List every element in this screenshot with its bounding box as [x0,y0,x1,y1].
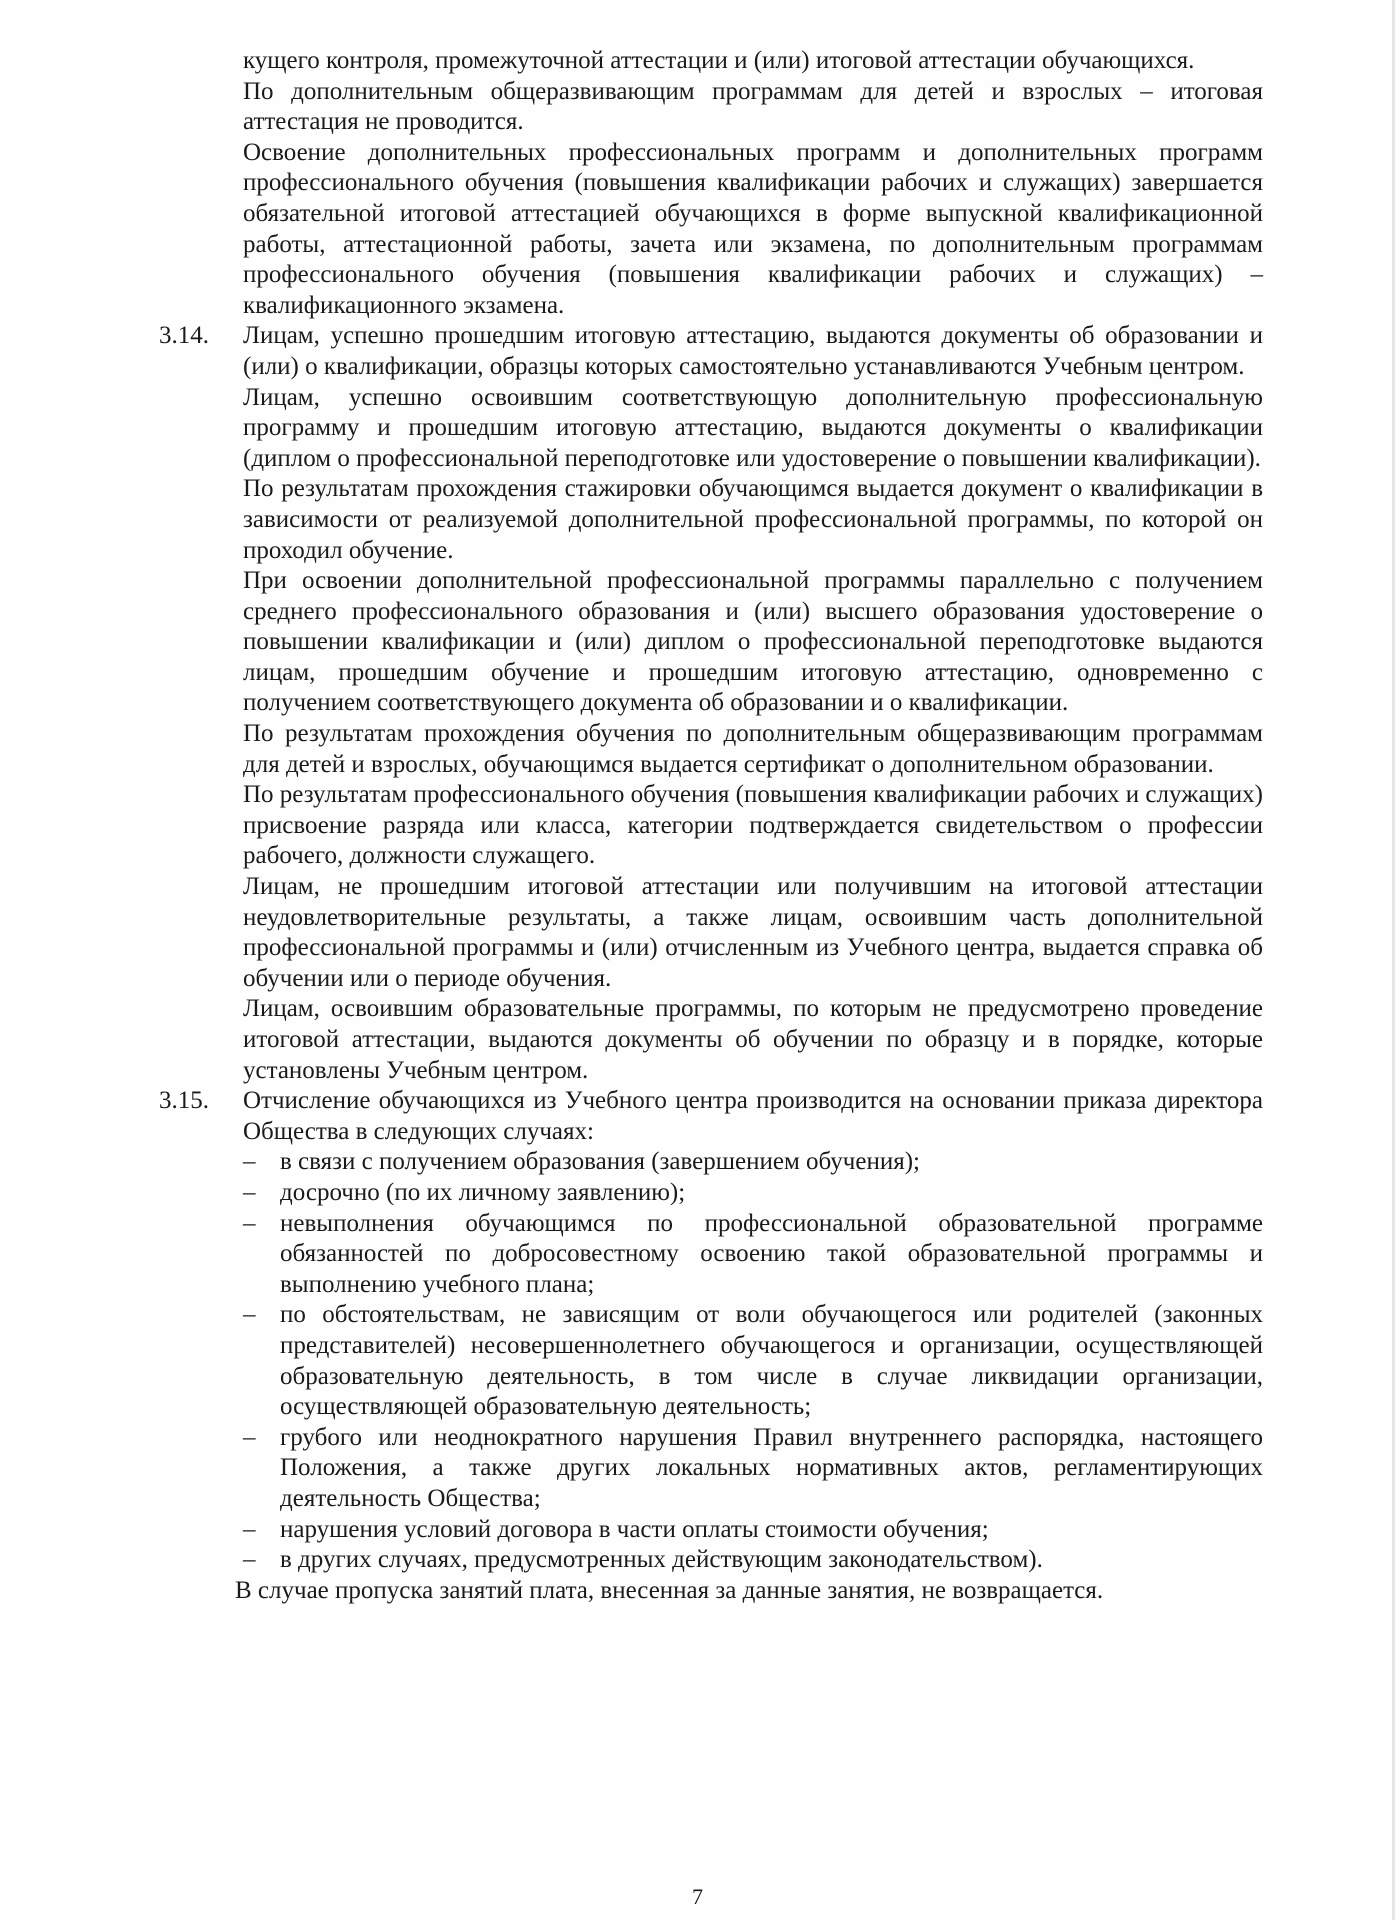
paragraph: По результатам прохождения обучения по дополнительным общеразвивающим программам для детей и взрослых, обучающимся выдается сертификат о дополнительном образовании. [243,720,1263,778]
list-item [243,1147,1263,1178]
section-body [243,1086,1263,1147]
page-number: 7 [692,1884,703,1909]
list-item-text: невыполнения обучающимся по профессиональной образовательной программе обязанностей по добросовестному освоению такой образовательной программы и выполнению учебного плана; [280,1209,1263,1298]
list-item-text: в других случаях, предусмотренных действующим законодательством). [280,1546,1043,1574]
intro-block [243,46,1263,321]
list-dash: – [243,1178,256,1206]
closing-paragraph: В случае пропуска занятий плата, внесенная за данные занятия, не возвращается. [235,1576,1104,1604]
list-dash: – [243,1546,256,1574]
section-number: 3.15. [159,1087,209,1115]
list-item [243,1515,1263,1546]
list-item-text: в связи с получением образования (завершением обучения); [280,1148,921,1176]
paragraph: По результатам прохождения стажировки обучающимся выдается документ о квалификации в зависимости от реализуемой дополнительной профессиональной программы, по которой он проходил обучение. [243,475,1263,564]
paragraph: По дополнительным общеразвивающим программам для детей и взрослых – итоговая аттестация не проводится. [243,77,1263,136]
dismissal-list [243,1147,1263,1575]
paragraph: кущего контроля, промежуточной аттестации и (или) итоговой аттестации обучающихся. [243,47,1195,74]
section-number: 3.14. [159,322,209,350]
list-dash: – [243,1301,256,1329]
paragraph: При освоении дополнительной профессиональной программы параллельно с получением среднего профессионального образования и (или) высшего образования удостоверение о повышении квалификации и (или) диплом о профессиональной переподготовке выдаются лицам, прошедшим обучение и прошедшим итоговую аттестацию, одновременно с получением соответствующего документа об образовании и о квалификации. [243,567,1263,717]
section-lead: Отчисление обучающихся из Учебного центра производится на основании приказа директора Общества в следующих случаях: [243,1087,1263,1145]
list-dash: – [243,1209,256,1237]
paragraph: Лицам, не прошедшим итоговой аттестации или получившим на итоговой аттестации неудовлетворительные результаты, а также лицам, освоившим часть дополнительной профессиональной программы и (или) отчисленным из Учебного центра, выдается справка об обучении или о периоде обучения. [243,873,1263,992]
list-item [243,1178,1263,1209]
list-dash: – [243,1148,256,1176]
section-body [243,321,1263,1086]
list-item-text: по обстоятельствам, не зависящим от воли обучающегося или родителей (законных представителей) несовершеннолетнего обучающегося и организации, осуществляющей образовательную деятельность, в том числе в случае ликвидации организации, осуществляющей образовательную деятельность; [280,1301,1263,1421]
paragraph: Освоение дополнительных профессиональных программ и дополнительных программ профессионального обучения (повышения квалификации рабочих и служащих) завершается обязательной итоговой аттестацией обучающихся в форме выпускной квалификационной работы, аттестационной работы, зачета или экзамена, по дополнительным программам профессионального обучения (повышения квалификации рабочих и служащих) – квалификационного экзамена. [243,138,1263,319]
paragraph: Лицам, успешно прошедшим итоговую аттестацию, выдаются документы об образовании и (или) о квалификации, образцы которых самостоятельно устанавливаются Учебным центром. [243,322,1263,380]
section-3-15 [159,1086,1263,1147]
paragraph: Лицам, освоившим образовательные программы, по которым не предусмотрено проведение итоговой аттестации, выдаются документы об обучении по образцу и в порядке, которые установлены Учебным центром. [243,995,1263,1084]
list-item [243,1423,1263,1515]
list-dash: – [243,1515,256,1543]
section-3-14 [159,321,1263,1086]
paragraph: Лицам, успешно освоившим соответствующую дополнительную профессиональную программу и прошедшим итоговую аттестацию, выдаются документы о квалификации (диплом о профессиональной переподготовке или удостоверение о повышении квалификации). [243,383,1263,472]
list-item-text: досрочно (по их личному заявлению); [280,1178,686,1206]
list-item-text: нарушения условий договора в части оплаты стоимости обучения; [280,1515,989,1543]
list-item-text: грубого или неоднократного нарушения Правил внутреннего распорядка, настоящего Положения, а также других локальных нормативных актов, регламентирующих деятельность Общества; [280,1423,1263,1512]
list-item [243,1545,1263,1576]
list-dash: – [243,1423,256,1451]
list-item [243,1300,1263,1422]
list-item [243,1209,1263,1301]
paragraph: По результатам профессионального обучения (повышения квалификации рабочих и служащих) присвоение разряда или класса, категории подтверждается свидетельством о профессии рабочего, должности служащего. [243,781,1263,870]
